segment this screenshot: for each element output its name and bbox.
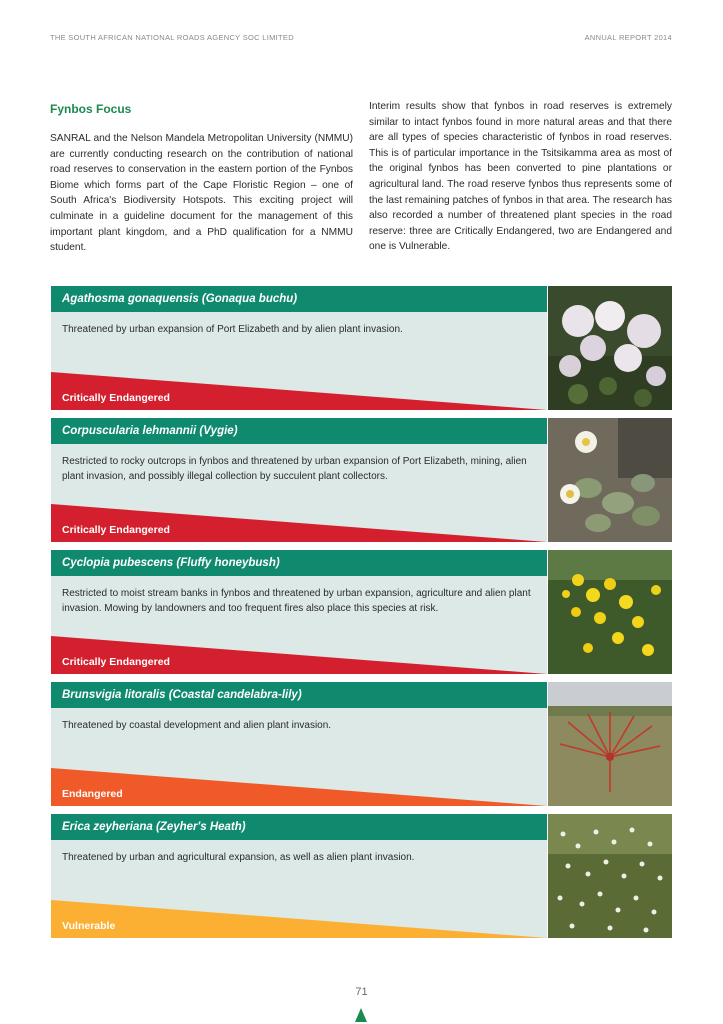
status-label: Vulnerable <box>62 920 116 932</box>
species-card <box>51 550 672 674</box>
status-label: Endangered <box>62 788 123 800</box>
intro-paragraph-right: Interim results show that fynbos in road reserves is extremely similar to intact fynbos found in more natural areas and that there are all types of species characteristic of fynbos in road reserves. This is of particular importance in the Tsitsikamma area as most of the original fynbos has been converted to pine plantations or agricultural land. The road reserve fynbos thus represents some of the last remaining patches of fynbos in that area. The research has also recorded a number of threatened plant species in the road reserve: three are Critically Endangered, two are Endangered and one is Vulnerable. <box>369 101 672 253</box>
species-panel <box>51 550 547 674</box>
yellow-flower-bush-photo <box>548 550 672 674</box>
running-header-left: THE SOUTH AFRICAN NATIONAL ROADS AGENCY SOC LIMITED <box>50 33 294 42</box>
species-name: Agathosma gonaquensis (Gonaqua buchu) <box>51 286 547 312</box>
species-name: Corpuscularia lehmannii (Vygie) <box>51 418 547 444</box>
species-card <box>51 682 672 806</box>
white-flower-cluster-photo <box>548 286 672 410</box>
section-title: Fynbos Focus <box>50 102 132 116</box>
page-arrow-icon <box>355 1008 367 1022</box>
species-description: Restricted to rocky outcrops in fynbos and threatened by urban expansion of Port Elizabeth, mining, alien plant invasion, and possibly illegal collection by succulent plant collectors. <box>62 456 527 482</box>
intro-paragraph-left: SANRAL and the Nelson Mandela Metropolitan University (NMMU) are currently conducting research on the contribution of national road reserves to conservation in the eastern portion of the Fynbos Biome which forms part of the Cape Floristic Region – one of South Africa's Biodiversity Hotspots. This exciting project will culminate in a guideline document for the management of this important plant kingdom, and a PhD qualification for a NMMU student. <box>50 133 353 254</box>
species-description: Threatened by urban and agricultural expansion, as well as alien plant invasion. <box>62 852 415 863</box>
status-wedge <box>51 372 547 410</box>
species-card <box>51 814 672 938</box>
species-panel <box>51 286 547 410</box>
status-label: Critically Endangered <box>62 524 170 536</box>
intro-right-column <box>369 99 672 255</box>
species-panel <box>51 682 547 806</box>
species-panel <box>51 418 547 542</box>
status-wedge <box>51 900 547 938</box>
species-card <box>51 286 672 410</box>
species-name: Erica zeyheriana (Zeyher's Heath) <box>51 814 547 840</box>
page-number: 71 <box>355 986 368 998</box>
running-header-right: ANNUAL REPORT 2014 <box>584 33 672 42</box>
species-description: Restricted to moist stream banks in fynbos and threatened by urban expansion, agriculture and alien plant invasion. Mowing by landowners and too frequent fires also place this species at risk. <box>62 588 531 614</box>
status-label: Critically Endangered <box>62 392 170 404</box>
status-wedge <box>51 636 547 674</box>
candelabra-lily-photo <box>548 682 672 806</box>
succulent-photo <box>548 418 672 542</box>
heath-shrub-photo <box>548 814 672 938</box>
status-label: Critically Endangered <box>62 656 170 668</box>
species-name: Cyclopia pubescens (Fluffy honeybush) <box>51 550 547 576</box>
status-wedge <box>51 768 547 806</box>
species-description: Threatened by urban expansion of Port Elizabeth and by alien plant invasion. <box>62 324 403 335</box>
species-card <box>51 418 672 542</box>
species-panel <box>51 814 547 938</box>
intro-left-column <box>50 101 353 256</box>
species-name: Brunsvigia litoralis (Coastal candelabra-lily) <box>51 682 547 708</box>
status-wedge <box>51 504 547 542</box>
species-description: Threatened by coastal development and alien plant invasion. <box>62 720 332 731</box>
